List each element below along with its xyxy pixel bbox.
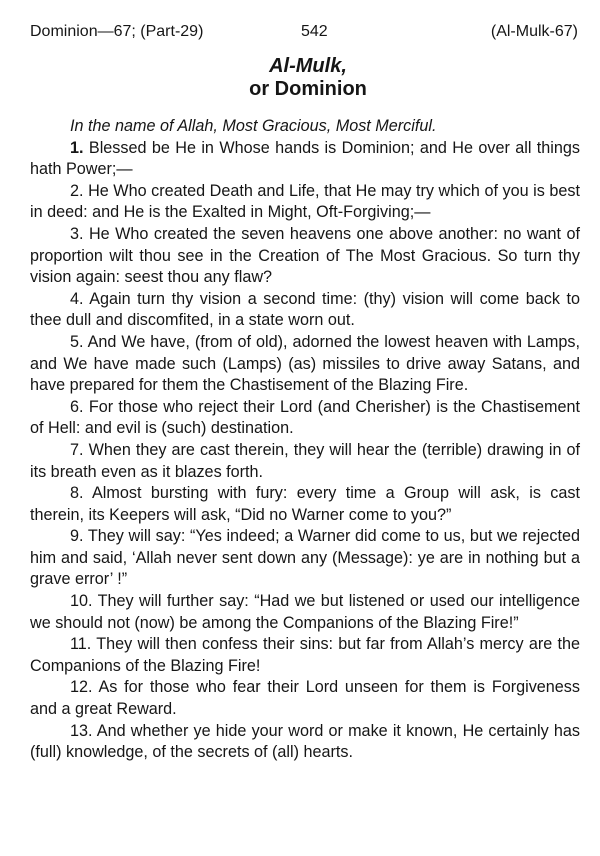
verse (30, 397, 580, 440)
verse-number: 3. (70, 224, 84, 243)
verse-number: 9. (70, 527, 84, 546)
chapter-body (30, 116, 580, 764)
verse-number: 1. (70, 138, 84, 157)
verse-number: 6. (70, 397, 84, 416)
verse (30, 721, 580, 764)
chapter-title-line-2: or Dominion (249, 78, 367, 100)
verse (30, 332, 580, 397)
verse (30, 224, 580, 289)
verse-text: And We have, (from of old), adorned the lowest heaven with Lamps, and We have made such (Lamps) (as) missiles to drive away Satans, and have prepared for them the Chastisement of the Blazing Fire. (30, 332, 580, 395)
verse (30, 526, 580, 591)
verse-text: For those who reject their Lord (and Cherisher) is the Chastisement of Hell: and evil is (such) destination. (30, 397, 580, 438)
verse-text: He Who created the seven heavens one above another: no want of proportion wilt thou see in the Creation of The Most Gracious. So turn thy vision again: seest thou any flaw? (30, 224, 580, 287)
verse (30, 440, 580, 483)
verse-number: 13. (70, 721, 93, 740)
verse-text: They will say: “Yes indeed; a Warner did come to us, but we rejected him and said, ‘Allah never sent down any (Message): ye are in nothing but a grave error’ !” (30, 527, 580, 589)
verse (30, 181, 580, 224)
verse (30, 634, 580, 677)
verse-text: He Who created Death and Life, that He may try which of you is best in deed: and He is the Exalted in Might, Oft-Forgiving;— (30, 181, 580, 222)
verse-number: 2. (70, 181, 84, 200)
chapter-title (0, 55, 600, 101)
verse-number: 7. (70, 440, 84, 459)
verse-number: 8. (70, 484, 84, 503)
verse-text: They will then confess their sins: but far from Allah’s mercy are the Companions of the Blazing Fire! (30, 635, 580, 675)
verse-text: And whether ye hide your word or make it known, He certainly has (full) knowledge, of the secrets of (all) hearts. (30, 721, 580, 762)
verse-text: When they are cast therein, they will hear the (terrible) drawing in of its breath even as it blazes forth. (30, 440, 580, 481)
invocation: In the name of Allah, Most Gracious, Most Merciful. (70, 117, 437, 135)
verse-text: As for those who fear their Lord unseen for them is Forgiveness and a great Reward. (30, 678, 580, 719)
verse-number: 5. (70, 332, 84, 351)
verse-number: 12. (70, 678, 93, 697)
verse-number: 4. (70, 289, 84, 308)
verse (30, 289, 580, 332)
verse (30, 483, 580, 526)
verse-text: Almost bursting with fury: every time a Group will ask, is cast therein, its Keepers will ask, “Did no Warner come to you?” (30, 484, 580, 524)
header-right: (Al-Mulk-67) (490, 23, 578, 40)
running-header (30, 22, 578, 44)
verse (30, 677, 580, 720)
page-number: 542 (301, 23, 328, 40)
chapter-title-line-1: Al-Mulk, (269, 55, 347, 77)
verse-text: They will further say: “Had we but listened or used our intelligence we should not (now) be among the Companions of the Blazing Fire!” (30, 592, 580, 632)
verse-number: 10. (70, 592, 93, 611)
verse-text: Blessed be He in Whose hands is Dominion; and He over all things hath Power;— (30, 138, 580, 179)
verse (30, 591, 580, 634)
header-left: Dominion—67; (Part-29) (30, 23, 204, 40)
verse (30, 138, 580, 181)
verse-text: Again turn thy vision a second time: (thy) vision will come back to thee dull and discomfited, in a state worn out. (30, 289, 580, 330)
verse-number: 11. (70, 635, 92, 654)
